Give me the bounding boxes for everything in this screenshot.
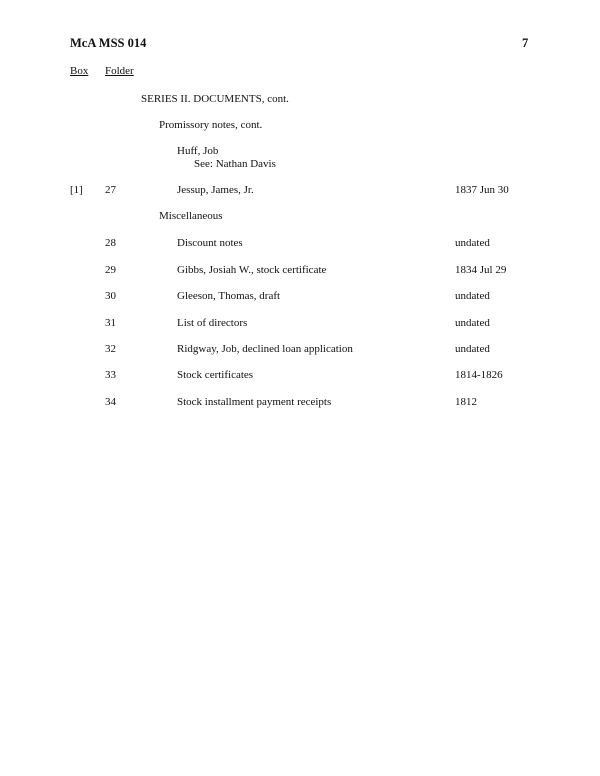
entry-title: Gleeson, Thomas, draft — [177, 290, 281, 302]
folder-number: 28 — [105, 237, 116, 249]
entry-date: undated — [455, 237, 490, 249]
entry-title: Stock certificates — [177, 369, 254, 381]
entry-title: Jessup, James, Jr. — [177, 184, 254, 196]
folder-column-heading: Folder — [105, 65, 134, 77]
entry-title: Discount notes — [177, 237, 243, 249]
entry-date: 1834 Jul 29 — [455, 264, 507, 276]
entry-title: List of directors — [177, 317, 248, 329]
entry-title: Ridgway, Job, declined loan application — [177, 343, 353, 355]
box-number: [1] — [70, 184, 83, 196]
folder-number: 29 — [105, 264, 116, 276]
page-number: 7 — [522, 36, 529, 50]
entry-date: undated — [455, 317, 490, 329]
entry-title: Gibbs, Josiah W., stock certificate — [177, 264, 327, 276]
entry-date: undated — [455, 290, 490, 302]
entry-date: 1814-1826 — [455, 369, 503, 381]
collection-id: McA MSS 014 — [70, 36, 147, 50]
series-heading: SERIES II. DOCUMENTS, cont. — [141, 93, 289, 105]
folder-number: 33 — [105, 369, 116, 381]
subseries-heading-promissory: Promissory notes, cont. — [159, 119, 263, 131]
folder-number: 32 — [105, 343, 116, 355]
folder-number: 30 — [105, 290, 116, 302]
entry-title: Stock installment payment receipts — [177, 396, 332, 408]
cross-reference: See: Nathan Davis — [194, 158, 276, 170]
folder-number: 34 — [105, 396, 116, 408]
entry-date: 1837 Jun 30 — [455, 184, 509, 196]
folder-number: 31 — [105, 317, 116, 329]
entry-date: 1812 — [455, 396, 477, 408]
entry-title-huff: Huff, Job — [177, 145, 219, 157]
entry-date: undated — [455, 343, 490, 355]
subseries-heading-miscellaneous: Miscellaneous — [159, 210, 223, 222]
box-column-heading: Box — [70, 65, 89, 77]
folder-number: 27 — [105, 184, 116, 196]
